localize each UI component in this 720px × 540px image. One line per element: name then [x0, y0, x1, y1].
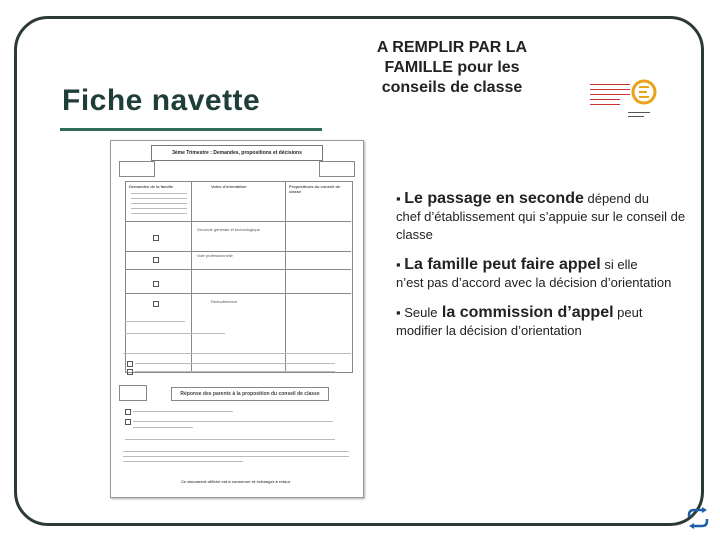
bullet-highlight: La famille peut faire appel [404, 256, 601, 273]
bullet-list [396, 190, 696, 352]
bullet-marker: ▪ [396, 257, 401, 272]
title-underline [60, 128, 322, 131]
bullet-marker: ▪ [396, 305, 401, 320]
doc-col-demandes: Demandes de la famille [129, 184, 174, 189]
doc-checkbox [125, 409, 131, 415]
doc-checkbox [127, 361, 133, 367]
doc-parents-box: Réponse des parents à la proposition du conseil de classe [171, 387, 329, 401]
doc-col-voies: Voies d'orientation [211, 184, 247, 189]
doc-row-redoublement: Redoublement [211, 299, 238, 304]
slide-subtitle: A REMPLIR PAR LA FAMILLE pour les conseils de classe [376, 39, 528, 96]
academy-logo-icon [588, 70, 666, 130]
bullet-inline: peut [613, 305, 643, 320]
doc-footer: Ce document officiel est à conserver et échanger à retour [181, 479, 291, 484]
bullet-passage-seconde [396, 190, 696, 244]
bullet-prefix: Seule [400, 305, 438, 320]
bullet-highlight: la commission d’appel [437, 304, 614, 321]
doc-checkbox [153, 257, 159, 263]
doc-corner-box [319, 161, 355, 177]
bullet-text: modifier la décision d’orientation [396, 323, 582, 338]
slide-title: Fiche navette [62, 84, 261, 117]
bullet-commission-appel [396, 304, 696, 340]
doc-row-seconde: Seconde générale et technologique [197, 227, 260, 232]
fiche-navette-document [110, 140, 364, 498]
doc-checkbox [153, 235, 159, 241]
doc-main-table [125, 181, 353, 373]
bullet-inline: dépend du [583, 191, 649, 206]
bullet-text: n’est pas d’accord avec la décision d’orientation [396, 275, 672, 290]
doc-checkbox [153, 281, 159, 287]
doc-checkbox [153, 301, 159, 307]
doc-checkbox [127, 369, 133, 375]
bullet-marker: ▪ [396, 191, 401, 206]
doc-col-propositions: Propositions du conseil de classe [289, 184, 341, 194]
bullet-highlight: Le passage en seconde [404, 190, 584, 207]
bullet-famille-appel [396, 256, 696, 292]
bullet-text: chef d’établissement qui s’appuie sur le conseil de classe [396, 209, 686, 242]
return-arrow-icon[interactable] [686, 506, 710, 530]
doc-checkbox [125, 419, 131, 425]
bullet-inline: si elle [600, 257, 638, 272]
doc-corner-box [119, 161, 155, 177]
doc-corner-box [119, 385, 147, 401]
document-header: 3ème Trimestre : Demandes, propositions et décisions [151, 145, 323, 161]
doc-row-pro: Voie professionnelle [197, 253, 233, 258]
